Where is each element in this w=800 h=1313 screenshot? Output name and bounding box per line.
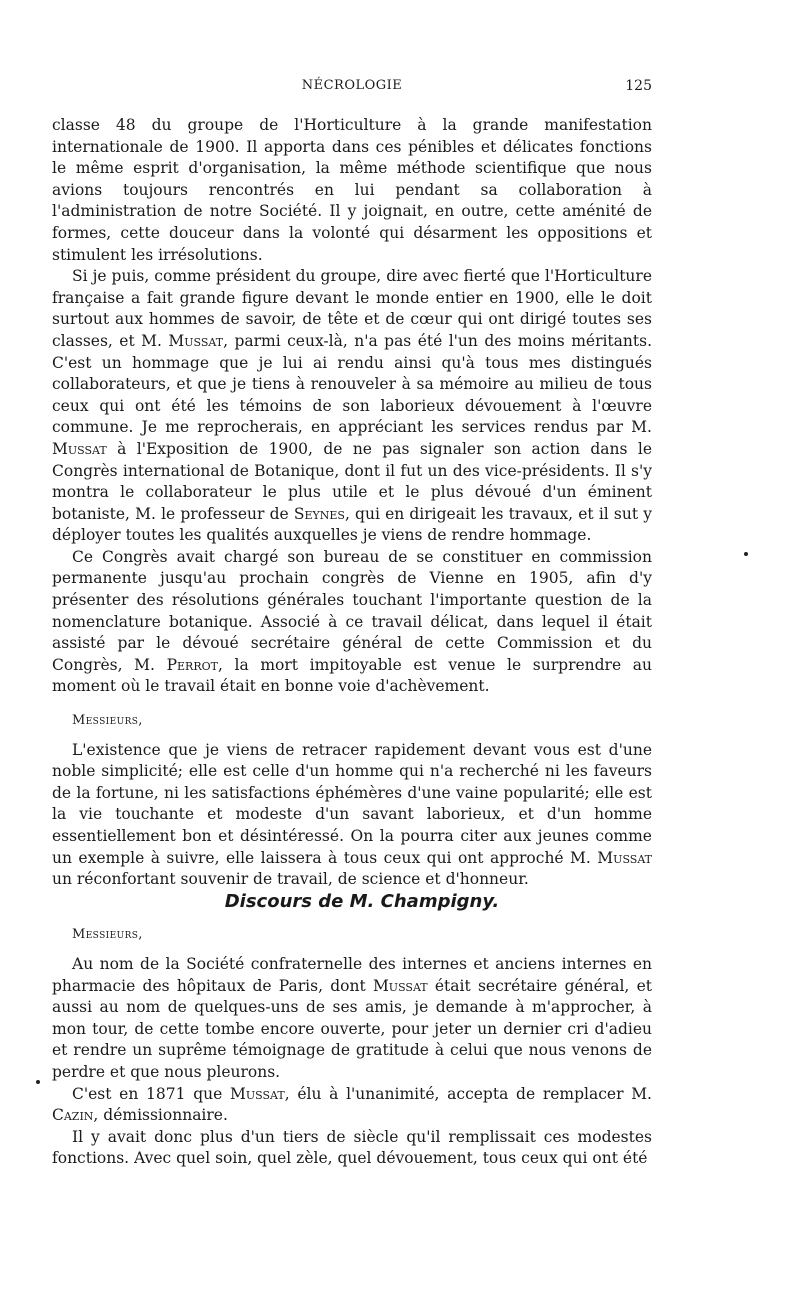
running-title: NÉCROLOGIE — [301, 78, 403, 93]
body-text — [52, 115, 652, 1170]
paragraph: Il y avait donc plus d'un tiers de siècle qu'il remplissait ces modestes fonctions. Avec quel soin, quel zèle, quel dévouement, tous ceux qui ont été — [52, 1127, 652, 1168]
text-run: un réconfortant souvenir de travail, de science et d'honneur. — [52, 870, 529, 889]
text-run: , qui en dirigeait les travaux, et il sut y déployer toutes les qualités auxquelles je viens de rendre hommage. — [52, 504, 652, 545]
person-name: Perrot — [166, 655, 218, 674]
text-run: , parmi ceux-là, n'a pas été l'un des moins méritants. C'est un hommage que je lui ai rendu ainsi qu'à tous mes distingués collaborateurs, et que je tiens à renouveler à sa mémoire au milieu de tous ceux qui ont été les témoins de son laborieux dévouement à l'œuvre commune. Je me reprocherais, en appréciant les services rendus par M. — [52, 331, 652, 437]
text-run: C'est en 1871 que — [72, 1084, 230, 1103]
text-run: L'existence que je viens de retracer rapidement devant vous est d'une noble simplicité; elle est celle d'un homme qui n'a recherché ni les faveurs de la fortune, ni les satisfactions éphémères d'une vaine popularité; elle est la vie touchante et modeste d'un savant laborieux, et d'un homme essentiellement bon et désintéressé. On la pourra citer aux jeunes comme un exemple à suivre, elle laissera à tous ceux qui ont approché M. — [52, 740, 652, 867]
text-run: était secrétaire général, et aussi au nom de quelques-uns de ses amis, je demande à m'approcher, à mon tour, de cette tombe encore ouverte, pour jeter un dernier cri d'adieu et rendre un suprême témoignage de gratitude à celui que nous venons de perdre et que nous pleurons. — [52, 976, 652, 1081]
ink-speck — [36, 1080, 40, 1084]
paragraph — [52, 1084, 652, 1127]
text-run: , démissionnaire. — [93, 1106, 228, 1125]
text-run: à l'Exposition de 1900, de ne pas signaler son action dans le Congrès international de Botanique, dont il fut un des vice-présidents. Il s'y montra le collaborateur le plus utile et le plus dévoué d'un éminent botaniste, M. le professeur de — [52, 439, 652, 523]
text-run: Ce Congrès avait chargé son bureau de se constituer en commission permanente jusqu'au prochain congrès de Vienne en 1905, afin d'y présenter des résolutions générales touchant l'importante question de la nomenclature botanique. Associé à ce travail délicat, dans lequel il était assisté par le dévoué secrétaire général de cette Commission et du Congrès, M. — [52, 547, 652, 674]
text-run: , la mort impitoyable est venue le surprendre au moment où le travail était en bonne voie d'achèvement. — [52, 655, 652, 696]
person-name: Mussat — [372, 976, 428, 995]
person-name: Seynes — [293, 504, 345, 523]
person-name: Cazin — [52, 1106, 94, 1125]
person-name: Mussat — [52, 439, 107, 458]
person-name: Mussat — [597, 848, 652, 867]
paragraph — [52, 266, 652, 547]
ink-speck — [744, 552, 748, 556]
page-header — [52, 78, 652, 100]
section-heading: Discours de M. Champigny. — [224, 890, 500, 912]
salutation: Messieurs, — [72, 927, 143, 943]
text-run: , élu à l'unanimité, accepta de remplacer M. — [284, 1084, 652, 1103]
paragraph — [52, 740, 652, 891]
paragraph-continuation: classe 48 du groupe de l'Horticulture à la grande manifestation internationale de 1900. Il apporta dans ces pénibles et délicates fonctions le même esprit d'organisation, la même méthode scientifique que nous avions toujours rencontrés en lui pendant sa collaboration à l'administration de notre Société. Il y joignait, en outre, cette aménité de formes, cette douceur dans la volonté qui désarment les oppositions et stimulent les irrésolutions. — [52, 116, 652, 264]
page-number: 125 — [625, 78, 652, 94]
paragraph — [52, 954, 652, 1084]
text-run: Si je puis, comme président du groupe, dire avec fierté que l'Horticulture française a fait grande figure devant le monde entier en 1900, elle le doit surtout aux hommes de savoir, de tête et de cœur qui ont dirigé toutes ses classes, et M. — [52, 267, 652, 350]
person-name: Mussat — [168, 331, 224, 350]
paragraph — [52, 547, 652, 698]
person-name: Mussat — [229, 1084, 285, 1103]
salutation: Messieurs, — [72, 713, 143, 729]
text-run: Au nom de la Société confraternelle des internes et anciens internes en pharmacie des hôpitaux de Paris, dont — [52, 954, 652, 995]
